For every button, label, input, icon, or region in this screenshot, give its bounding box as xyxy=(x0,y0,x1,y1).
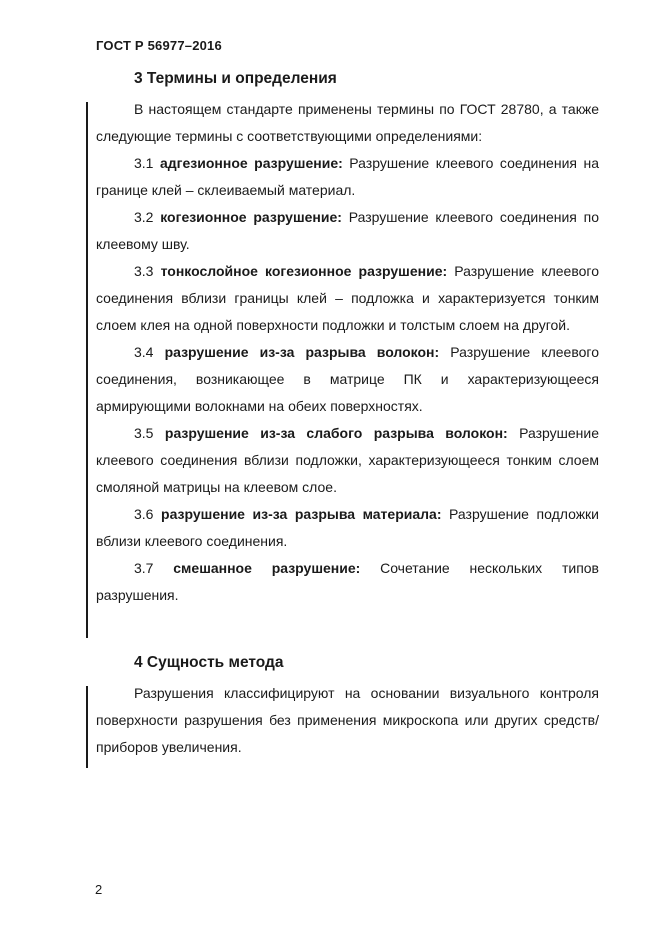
term-item xyxy=(96,204,599,258)
term-name: разрушение из-за слабого разрыва волокон: xyxy=(164,425,508,441)
term-number: 3.2 xyxy=(134,209,154,225)
term-item xyxy=(96,258,599,339)
section-4-text: Разрушения классифицируют на основании визуального контроля поверхности разрушения без применения микроскопа или других средств/приборов увеличения. xyxy=(96,685,599,755)
term-item xyxy=(96,501,599,555)
section-3-heading: 3 Термины и определения xyxy=(134,70,337,87)
term-name: адгезионное разрушение: xyxy=(160,155,343,171)
term-definition: Разрушение клеевого соединения, возникающее в матрице ПК и характеризующееся армирующими волокнами на обеих поверхностях. xyxy=(96,344,599,414)
section-4-body xyxy=(96,680,599,761)
term-definition: Разрушение клеевого соединения вблизи границы клей – подложка и характеризуется тонким слоем клея на одной поверхности подложки и толстым слоем на другой. xyxy=(96,263,599,333)
term-definition: Разрушение клеевого соединения на границе клей – склеиваемый материал. xyxy=(96,155,600,198)
term-number: 3.3 xyxy=(134,263,154,279)
page-number: 2 xyxy=(95,882,103,897)
term-name: разрушение из-за разрыва материала: xyxy=(161,506,442,522)
term-name: тонкослойное когезионное разрушение: xyxy=(160,263,448,279)
term-number: 3.7 xyxy=(134,560,154,576)
term-name: смешанное разрушение: xyxy=(173,560,361,576)
term-name: разрушение из-за разрыва волокон: xyxy=(164,344,440,360)
section-3-intro: В настоящем стандарте применены термины по ГОСТ 28780, а также следующие термины с соответствующими определениями: xyxy=(96,101,599,144)
term-definition: Разрушение клеевого соединения по клеевому шву. xyxy=(96,209,600,252)
change-bar xyxy=(86,102,88,638)
term-number: 3.4 xyxy=(134,344,154,360)
section-3-body xyxy=(96,96,599,609)
term-item xyxy=(96,420,599,501)
term-item xyxy=(96,339,599,420)
term-item xyxy=(96,555,599,609)
term-number: 3.1 xyxy=(134,155,154,171)
change-bar xyxy=(86,686,88,768)
term-definition: Сочетание нескольких типов разрушения. xyxy=(96,560,599,603)
term-definition: Разрушение подложки вблизи клеевого соединения. xyxy=(96,506,600,549)
term-name: когезионное разрушение: xyxy=(160,209,342,225)
section-4-heading: 4 Сущность метода xyxy=(134,654,284,671)
term-number: 3.6 xyxy=(134,506,154,522)
term-number: 3.5 xyxy=(134,425,154,441)
term-definition: Разрушение клеевого соединения вблизи подложки, характеризующееся тонким слоем смоляной матрицы на клеевом слое. xyxy=(96,425,600,495)
term-item xyxy=(96,150,599,204)
document-header: ГОСТ Р 56977–2016 xyxy=(96,38,222,53)
